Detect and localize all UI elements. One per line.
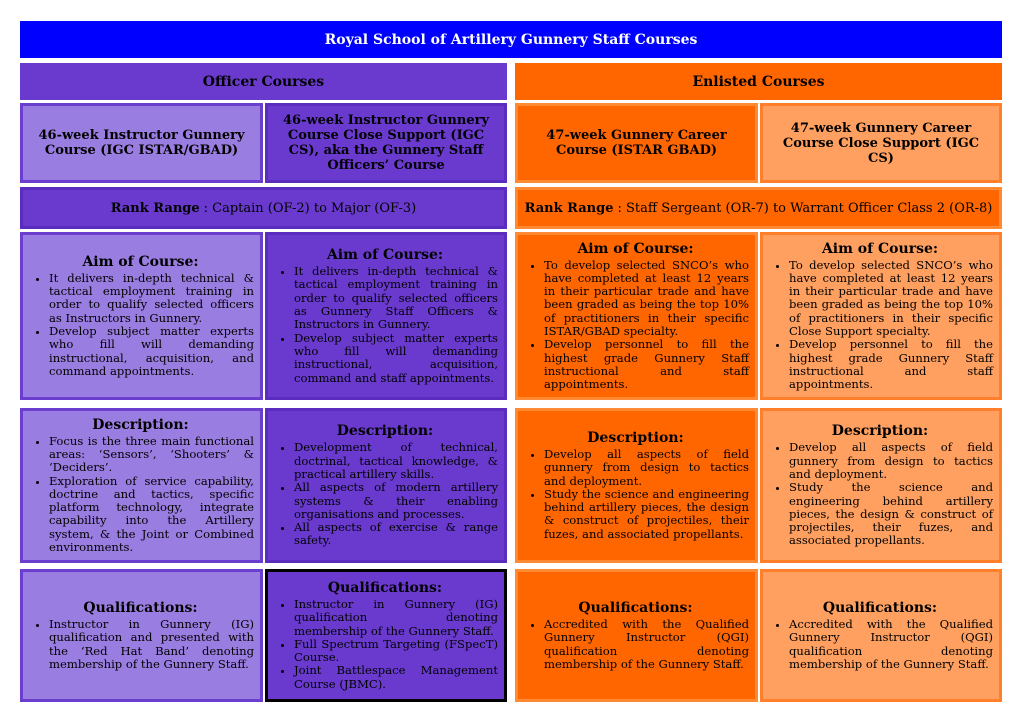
officer-courses-label: Officer Courses (202, 73, 325, 90)
enlisted-courses-header (515, 63, 1002, 100)
rank-range-label: Rank Range (524, 200, 614, 216)
page-title (20, 21, 1002, 58)
course-title-igc-istar (20, 103, 263, 183)
aim-cell-gcc-istar (515, 232, 758, 400)
enlisted-courses-label: Enlisted Courses (692, 73, 825, 90)
list-item: • To develop selected SNCO’s who have completed at least 12 years in their particular trade and have been graded as being the top 10% of practitioners in their specific Close Support specialty. (789, 259, 993, 339)
qualifications-list (272, 598, 498, 691)
list-item: • Instructor in Gunnery (IG) qualification and presented with the ‘Red Hat Band’ denoting membership of the Gunnery Staff. (49, 618, 254, 671)
list-item: • Instructor in Gunnery (IG) qualification denoting membership of the Gunnery Staff. (294, 598, 498, 638)
qualifications-cell-igc-istar (20, 569, 263, 702)
qualifications-cell-gcc-cs (760, 569, 1002, 702)
description-heading: Description: (831, 423, 929, 440)
list-item: • Develop subject matter experts who fill will demanding instructional, acquisition, and command appointments. (49, 325, 254, 378)
course-title-igc-cs (265, 103, 507, 183)
rank-range-label: Rank Range (110, 200, 200, 216)
qualifications-cell-igc-cs (265, 569, 507, 702)
enlisted-rank-range (515, 187, 1002, 229)
qualifications-heading: Qualifications: (327, 579, 443, 596)
aim-list (522, 259, 749, 392)
list-item: • It delivers in-depth technical & tactical employment training in order to qualify selected officers as Instructors in Gunnery. (49, 272, 254, 325)
description-list (272, 441, 498, 547)
rank-range-value: : Captain (OF-2) to Major (OF-3) (203, 200, 417, 216)
list-item: • Development of technical, doctrinal, tactical knowledge, & practical artillery skills. (294, 441, 498, 481)
aim-heading: Aim of Course: (821, 240, 939, 257)
list-item: • Develop all aspects of field gunnery from design to tactics and deployment. (789, 441, 993, 481)
aim-list (27, 272, 254, 378)
description-heading: Description: (587, 429, 684, 446)
aim-heading: Aim of Course: (577, 240, 694, 257)
list-item: • Exploration of service capability, doctrine and tactics, specific platform technology, integrate capability into the Artillery system, & the Joint or Combined environments. (49, 475, 254, 555)
qualifications-list (27, 618, 254, 671)
list-item: • It delivers in-depth technical & tactical employment training in order to qualify selected officers as Gunnery Staff Officers & Instructors in Gunnery. (294, 265, 498, 331)
page-title-text: Royal School of Artillery Gunnery Staff Courses (324, 31, 698, 48)
list-item: • Accredited with the Qualified Gunnery Instructor (QGI) qualification denoting membership of the Gunnery Staff. (789, 618, 993, 671)
aim-list (272, 265, 498, 385)
officer-courses-header (20, 63, 507, 100)
list-item: • Study the science and engineering behind artillery pieces, the design & construct of projectiles, their fuzes, and associated propellants. (789, 481, 993, 547)
qualifications-heading: Qualifications: (578, 599, 693, 616)
course-title-text: 47-week Gunnery Career Course (ISTAR GBAD) (546, 128, 727, 158)
list-item: • Develop personnel to fill the highest grade Gunnery Staff instructional and staff appointments. (544, 338, 749, 391)
list-item: • Accredited with the Qualified Gunnery Instructor (QGI) qualification denoting membership of the Gunnery Staff. (544, 618, 749, 671)
officer-rank-range (20, 187, 507, 229)
qualifications-heading: Qualifications: (83, 599, 198, 616)
description-cell-igc-cs (265, 408, 507, 563)
course-title-gcc-istar (515, 103, 758, 183)
list-item: • Full Spectrum Targeting (FSpecT) Course. (294, 638, 498, 665)
course-title-text: 46-week Instructor Gunnery Course (IGC ISTAR/GBAD) (38, 128, 245, 158)
description-cell-igc-istar (20, 408, 263, 563)
description-list (522, 448, 749, 541)
aim-heading: Aim of Course: (82, 253, 199, 270)
course-title-text: 46-week Instructor Gunnery Course Close Support (IGC CS), aka the Gunnery Staff Officers’ Course (282, 113, 489, 173)
qualifications-list (767, 618, 993, 671)
qualifications-list (522, 618, 749, 671)
qualifications-cell-gcc-istar (515, 569, 758, 702)
aim-heading: Aim of Course: (326, 247, 444, 264)
description-heading: Description: (92, 416, 189, 433)
description-list (767, 441, 993, 547)
list-item: • All aspects of exercise & range safety. (294, 521, 498, 548)
list-item: • Joint Battlespace Management Course (JBMC). (294, 664, 498, 691)
list-item: • Develop all aspects of field gunnery from design to tactics and deployment. (544, 448, 749, 488)
qualifications-heading: Qualifications: (822, 599, 938, 616)
description-cell-gcc-cs (760, 408, 1002, 563)
description-heading: Description: (336, 423, 434, 440)
description-list (27, 435, 254, 555)
list-item: • Study the science and engineering behind artillery pieces, the design & construct of projectiles, their fuzes, and associated propellants. (544, 488, 749, 541)
list-item: • Develop personnel to fill the highest grade Gunnery Staff instructional and staff appointments. (789, 338, 993, 391)
aim-list (767, 259, 993, 392)
aim-cell-gcc-cs (760, 232, 1002, 400)
list-item: • To develop selected SNCO’s who have completed at least 12 years in their particular trade and have been graded as being the top 10% of practitioners in their specific ISTAR/GBAD specialty. (544, 259, 749, 339)
description-cell-gcc-istar (515, 408, 758, 563)
course-title-gcc-cs (760, 103, 1002, 183)
list-item: • Focus is the three main functional areas: ‘Sensors’, ‘Shooters’ & ‘Deciders’. (49, 435, 254, 475)
aim-cell-igc-istar (20, 232, 263, 400)
list-item: • Develop subject matter experts who fill will demanding instructional, acquisition, command and staff appointments. (294, 332, 498, 385)
list-item: • All aspects of modern artillery systems & their enabling organisations and processes. (294, 481, 498, 521)
aim-cell-igc-cs (265, 232, 507, 400)
rank-range-value: : Staff Sergeant (OR-7) to Warrant Officer Class 2 (OR-8) (617, 200, 993, 216)
course-title-text: 47-week Gunnery Career Course Close Support (IGC CS) (782, 120, 980, 166)
